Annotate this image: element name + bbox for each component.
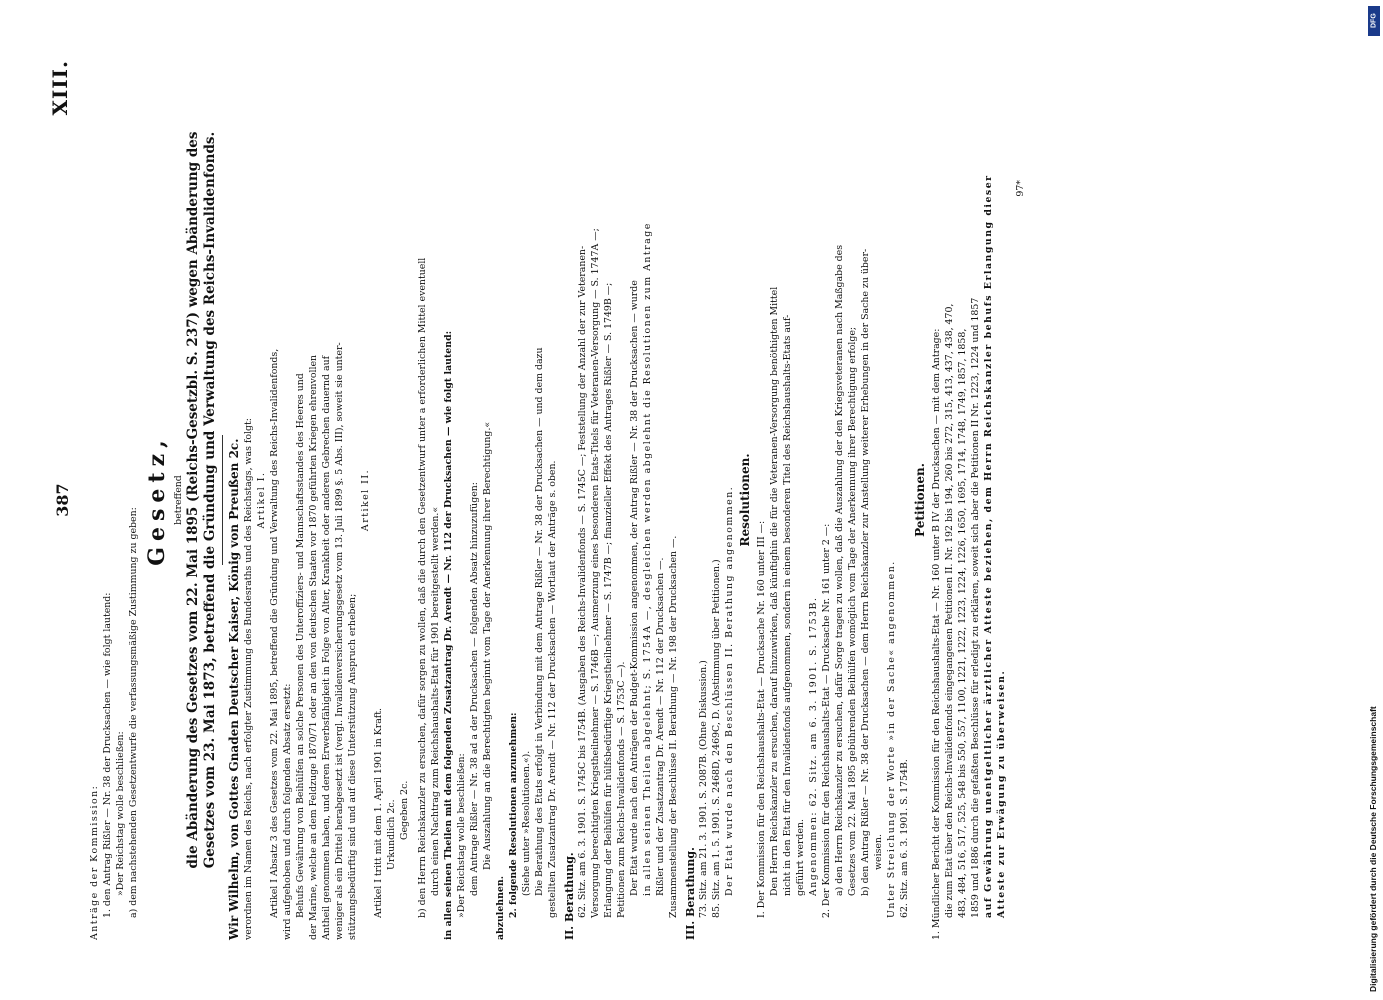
text-line: 62. Sitz. am 6. 3. 1901. S. 1745C bis 1754B. (Ausgaben des Reichs-Invalidenfonds — S. 1745C —; Feststellung der Anzahl der zur Veteranen- bbox=[577, 245, 588, 918]
text-line: Versorgung berechtigten Kriegstheilnehmer — S. 1746B —; Ausmerzung eines besonderen Etats-Titels für Veteranen-Versorgung — S. 1747A —; bbox=[590, 228, 601, 918]
text-line: weniger als ein Drittel herabgesetzt ist (vergl. Invalidenversicherungsgesetz vom 13. Juli 1899 §. 5 Abs. III), soweit sie unter- bbox=[334, 342, 345, 940]
text-line: 2. Der Kommission für den Reichshaushalts-Etat — Drucksache Nr. 161 unter 2 —: bbox=[821, 523, 832, 918]
text-line: gestellten Zusatzantrag Dr. Arendt — Nr. 112 der Drucksachen — Wortlaut der Anträge s. oben. bbox=[547, 460, 558, 918]
section-heading: III. Berathung. bbox=[684, 847, 697, 940]
text-line: Artikel I tritt mit dem 1. April 1901 in Kraft. bbox=[373, 707, 384, 918]
text-line: nicht in den Etat für den Invalidenfonds aufgenommen, sondern in einem besonderen Titel des Reichshaushalts-Etats auf- bbox=[782, 314, 793, 896]
text-line: Gesetzes vom 22. Mai 1895 gebührenden Beihülfen womöglich vom Tage der Anerkennung ihrer Berechtigung erfolge; bbox=[847, 326, 858, 896]
text-line: Die Auszahlung an die Berechtigten beginnt vom Tage der Anerkennung ihrer Berechtigung.« bbox=[482, 421, 493, 870]
text-line: auf Gewährung unentgeltlicher ärztlicher Atteste beziehen, dem Herrn Reichskanzler behufs Erlangung dieser bbox=[983, 174, 994, 918]
text-line: abzulehnen. bbox=[495, 876, 506, 940]
text-line: in allen seinen Theilen mit dem folgenden Zusatzantrag Dr. Arendt — Nr. 112 der Drucksachen — wie folgt lautend: bbox=[443, 330, 454, 940]
text-line: 1. Mündlicher Bericht der Kommission für den Reichshaushalts-Etat — Nr. 160 unter B IV der Drucksachen — mit dem Antrage: bbox=[931, 328, 942, 940]
text-line: 73. Sitz. am 21. 3. 1901. S. 2087B. (Ohne Diskussion.) bbox=[698, 660, 709, 918]
text-line: »Der Reichstag wolle beschließen: bbox=[115, 731, 126, 896]
text-line: Der Etat wurde nach den Beschlüssen II. Berathung angenommen. bbox=[724, 485, 735, 896]
text-line: Die Berathung des Etats erfolgt in Verbindung mit dem Antrage Rißler — Nr. 38 der Drucksachen — und dem dazu bbox=[534, 347, 545, 896]
law-title-line: Gesetzes vom 23. Mai 1873, betreffend die Gründung und Verwaltung des Reichs-Invalidenfonds. bbox=[202, 131, 218, 869]
text-line: Gegeben 2c. bbox=[399, 780, 410, 840]
text-line: der Marine, welche an dem Feldzuge 1870/71 oder an den von deutschen Staaten vor 1870 geführten Kriegen ehrenvollen bbox=[308, 354, 319, 940]
text-line: b) den Antrag Rißler — Nr. 38 der Drucksachen — dem Herrn Reichskanzler zur Anstellung weiterer Erhebungen in der Sache zu über- bbox=[860, 248, 871, 896]
dfg-logo-icon: DFG bbox=[1368, 6, 1380, 36]
text-line: Artikel I Absatz 3 des Gesetzes vom 22. Mai 1895, betreffend die Gründung und Verwaltung des Reichs-Invalidenfonds, bbox=[269, 348, 280, 918]
divider bbox=[222, 435, 223, 565]
text-line: stützungsbedürftig sind und auf diese Unterstützung Anspruch erheben; bbox=[347, 593, 358, 940]
law-heading: Gesetz, bbox=[144, 434, 170, 566]
text-line: Erlangung der Beihülfen für hülfsbedürftige Kriegstheilnehmer — S. 1747B —; finanzieller Effekt des Antrages Rißler — S. 1749B —; bbox=[603, 282, 614, 918]
text-line: »Der Reichstag wolle beschließen: bbox=[456, 753, 467, 918]
text-line: Den Herrn Reichskanzler zu ersuchen, darauf hinzuwirken, daß künftighin die für die Veteranen-Versorgung benöthigten Mittel bbox=[769, 286, 780, 896]
text-line: Der Etat wurde nach den Anträgen der Budget-Kommission angenommen, der Antrag Rißler — Nr. 38 der Drucksachen — wurde bbox=[629, 280, 640, 896]
text-line: Anträge der Kommission: bbox=[89, 784, 100, 940]
text-line: a) dem nachstehenden Gesetzentwurfe die verfassungsmäßige Zustimmung zu geben: bbox=[128, 507, 139, 918]
section-number: XIII. bbox=[48, 60, 72, 116]
text-line: durch einen Nachtrag zum Reichshaushalts-Etat für 1901 bereitgestellt werden.« bbox=[430, 506, 441, 896]
page-header bbox=[50, 60, 88, 940]
section-heading: Resolutionen. bbox=[738, 453, 752, 547]
text-line: a) den Herrn Reichskanzler zu ersuchen, dafür Sorge tragen zu wollen, daß die Auszahlung der den Kriegsveteranen nach Maßgabe des bbox=[834, 244, 845, 896]
article-heading: Artikel II. bbox=[360, 468, 371, 532]
text-line: Rißler und der Zusatzantrag Dr. Arendt — Nr. 112 der Drucksachen —. bbox=[655, 557, 666, 896]
text-line: verordnen im Namen des Reichs, nach erfolgter Zustimmung des Bundesraths und des Reichstags, was folgt: bbox=[243, 418, 254, 940]
section-heading: Petitionen. bbox=[913, 463, 927, 537]
text-line: 1. den Antrag Rißler — Nr. 38 der Drucksachen — wie folgt lautend: bbox=[102, 592, 113, 918]
text-line: Wir Wilhelm, von Gottes Gnaden Deutscher Kaiser, König von Preußen 2c. bbox=[227, 438, 241, 940]
text-line: dem Antrage Rißler — Nr. 38 ad a der Drucksachen — folgenden Absatz hinzuzufügen: bbox=[469, 482, 480, 896]
text-line: 483, 484, 516, 517, 525, 548 bis 550, 557, 1100, 1221, 1222, 1223, 1224, 1226, 1650, 1695, 1714, 1748, 1749, 1857, 1858, bbox=[957, 328, 968, 918]
text-line: Zusammenstellung der Beschlüsse II. Berathung — Nr. 198 der Drucksachen —. bbox=[668, 535, 679, 918]
text-line: 62. Sitz. am 6. 3. 1901. S. 1754B. bbox=[899, 759, 910, 918]
text-line: Urkundlich 2c. bbox=[386, 799, 397, 870]
text-line: 85. Sitz. am 1. 5. 1901. S. 2468D, 2469C, D. (Abstimmung über Petitionen.) bbox=[711, 559, 722, 918]
article-heading: Artikel I. bbox=[256, 471, 267, 529]
text-line: wird aufgehoben und durch folgenden Absatz ersetzt: bbox=[282, 683, 293, 940]
law-title-line: die Abänderung des Gesetzes vom 22. Mai 1895 (Reichs-Gesetzbl. S. 237) wegen Abänderung des bbox=[185, 131, 201, 869]
text-line: b) den Herrn Reichskanzler zu ersuchen, dafür sorgen zu wollen, daß die durch den Gesetzentwurf unter a erforderlichen Mittel eventuell bbox=[417, 257, 428, 918]
text-line: Behufs Gewährung von Beihülfen an solche Personen des Unteroffiziers- und Mannschaftsstandes des Heeres und bbox=[295, 373, 306, 918]
text-line: I. Der Kommission für den Reichshaushalts-Etat — Drucksache Nr. 160 unter III —: bbox=[756, 520, 767, 918]
text-line: weisen. bbox=[873, 834, 884, 870]
text-line: 1859 und 1886 durch die gefaßten Beschlüsse für erledigt zu erklären, soweit sich aber die Petitionen II Nr. 1223, 1224 und 1857 bbox=[970, 297, 981, 918]
text-line: Angenommen: 62. Sitz. am 6. 3. 1901. S. 1753B. bbox=[808, 596, 819, 896]
page-number: 387 bbox=[53, 483, 72, 517]
text-line: 2. folgende Resolutionen anzunehmen: bbox=[508, 712, 519, 918]
text-line: Antheil genommen haben, und deren Erwerbsfähigkeit in Folge von Alter, Krankheit oder anderen Gebrechen dauernd auf bbox=[321, 355, 332, 940]
section-heading: II. Berathung. bbox=[563, 852, 576, 940]
text-line: geführt werden. bbox=[795, 819, 806, 896]
text-line: in allen seinen Theilen abgelehnt; S. 1754A —, desgleichen werden abgelehnt die Resolutionen zum Antrage bbox=[642, 222, 653, 896]
text-line: die zum Etat über den Reichs-Invalidenfonds eingegangenen Petitionen II. Nr. 192 bis 194, 260 bis 272, 315, 413, 437, 438, 470, bbox=[944, 303, 955, 918]
text-line: Atteste zur Erwägung zu überweisen. bbox=[996, 669, 1007, 918]
text-line: Petitionen zum Reichs-Invalidenfonds — S. 1753C —). bbox=[616, 661, 627, 918]
text-line: Unter Streichung der Worte »in der Sache« angenommen. bbox=[886, 560, 897, 918]
text-line: betreffend bbox=[173, 475, 184, 525]
page-footer-number: 97* bbox=[1015, 180, 1026, 197]
digitization-credit: Digitalisierung gefördert durch die Deutsche Forschungsgemeinschaft bbox=[1368, 706, 1378, 992]
text-line: (Siehe unter »Resolutionen.«). bbox=[521, 750, 532, 896]
